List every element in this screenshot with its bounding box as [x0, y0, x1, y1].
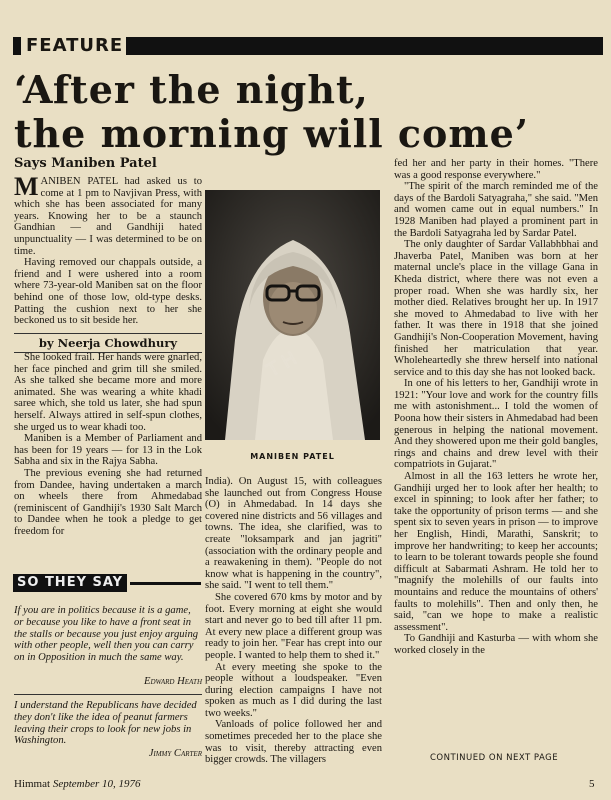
quote-1-text: If you are in politics because it is a game, or because you like to have a front seat in the stalls or because you just enjoy arguing with other people, well then you can carry on in Opposition in much the same way. [14, 605, 199, 664]
headline [14, 68, 604, 156]
quote-divider [14, 694, 202, 695]
so-they-say-label: SO THEY SAY [13, 574, 127, 592]
article-paragraph: MANIBEN PATEL had asked us to come at 1 pm to Navjivan Press, with which she has been associated for many years. Knowing her to be a staunch Gandhian — and Gandhiji hated unpunctuality — I was determined to be on time. [14, 172, 202, 257]
footer-publication [14, 778, 141, 790]
article-paragraph: She covered 670 kms by motor and by foot. Every morning at eight she would start and never go to bed till after 11 pm. At every new place a different group was ready to join her. "Fear has crept into our people. I wanted to help them to shed it." [205, 591, 382, 661]
headline-line-1: ‘After the night, [14, 67, 369, 112]
continued-note: CONTINUED ON NEXT PAGE [430, 753, 559, 763]
footer-pub-name: Himmat [14, 778, 51, 790]
portrait-photo [205, 190, 380, 440]
photo-caption: MANIBEN PATEL [250, 452, 335, 461]
section-label: FEATURE [26, 35, 124, 56]
article-paragraph: Almost in all the 163 letters he wrote her, Gandhiji urged her to look after her health; to excel in spinning; to look after her father; to take the opportunity of prison terms — and she spent six to seven years in prison — to improve her English, Hindi, Marathi, Sanskrit; to improve her handwriting; to keep her accounts; to learn to be tolerant towards people she found difficult at Sabarmati Ashram. He told her to "magnify the molehills of our faults into mountains and reduce the mountains of others' faults to molehills". Then and only then, he said, "can we hope to make a realistic assessment". [394, 471, 598, 633]
svg-text:T H: T H [263, 347, 301, 382]
quote-2-text: I understand the Republicans have decided they don't like the idea of peanut farmers leaving their crops to look for new jobs in Washington. [14, 700, 197, 747]
article-paragraph: Maniben is a Member of Parliament and has been for 19 years — for 13 in the Lok Sabha and six in the Rajya Sabha. [14, 433, 202, 468]
article-paragraph: "The spirit of the march reminded me of the days of the Bardoli Satyagraha," she said. "Men and women came out in equal numbers." In 1928 Maniben had played a prominent part in the Bardoli Satyagraha led by Sardar Patel. [394, 181, 598, 239]
article-column-3 [394, 158, 598, 657]
subhead: Says Maniben Patel [14, 156, 157, 171]
article-paragraph: India). On August 15, with colleagues she launched out from Congress House (O) in Ahmedabad. In 14 days she covered nine districts and 56 villages and towns. The idea, she clarified, was to create "loksampark and jan jagriti" (association with the ordinary people and a reawakening in them). "People do not know what is happening in the country", she said. "I went to tell them." [205, 476, 382, 592]
quote-1-attribution: Edward Heath [143, 676, 202, 687]
article-column-2 [205, 476, 382, 766]
quote-2-attribution-row [14, 748, 202, 762]
article-paragraph: The only daughter of Sardar Vallabhbhai and Jhaverba Patel, Maniben was born at her maternal uncle's place in the village Gana in Kheda district, where there was not even a proper road. When she was hardly six, her mother died. Relatives brought her up. In 1917 she moved to Ahmedabad to live with her father. It was there in 1918 that she joined Gandhiji's Non-Cooperation Movement, having finished her matriculation that year. Wholeheartedly she threw herself into national service and to this day she has not looked back. [394, 239, 598, 378]
article-paragraph: The previous evening she had returned from Dandee, having undertaken a march on wheels there from Ahmedabad (reminiscent of Gandhiji's 1930 Salt March to Dandee when he took a pledge to get freedom for [14, 467, 202, 537]
article-paragraph: Vanloads of police followed her and sometimes preceded her to the place she was to visit, thereby attracting even bigger crowds. The villagers [205, 719, 382, 766]
section-rule [126, 37, 603, 55]
drop-cap: M [14, 172, 39, 201]
article-paragraph: She looked frail. Her hands were gnarled, her face pinched and grim till she smiled. As she talked she became more and more animated. She was wearing a white khadi saree which, she told us later, she had spun herself. Always attired in self-spun clothes, she urged us to wear khadi too. [14, 352, 202, 433]
article-paragraph: Having removed our chappals outside, a friend and I were ushered into a room where 73-year-old Maniben sat on the floor behind one of those low, old-type desks. Patting the cushion next to her she beckoned us to sit beside her. [14, 257, 202, 327]
quote-1 [14, 605, 202, 664]
so-they-say-rule [130, 582, 201, 585]
feature-section-bar [13, 36, 603, 56]
section-marker-block [13, 37, 21, 55]
quote-1-attribution-row [14, 676, 202, 690]
footer-date: September 10, 1976 [52, 778, 141, 790]
byline: by Neerja Chowdhury [14, 333, 202, 353]
article-paragraph: fed her and her party in their homes. "There was a good response everywhere." [394, 158, 598, 181]
watermark-stamp [258, 330, 328, 390]
article-column-1-bottom [14, 352, 202, 538]
article-column-1-top [14, 172, 202, 327]
page-number: 5 [589, 778, 595, 790]
quote-2-attribution: Jimmy Carter [148, 748, 202, 759]
article-paragraph: In one of his letters to her, Gandhiji wrote in 1921: "Your love and work for the country fills me with astonishment... I told the women of Poona how their sisters in Ahmedabad had been generous in helping the national movement. And they showered upon me their gold bangles, rings and chains and drew level with their compatriots in Gujarat." [394, 378, 598, 471]
quote-2 [14, 700, 202, 747]
portrait-illustration [205, 190, 380, 440]
headline-line-2: the morning will come’ [14, 111, 529, 156]
article-paragraph: To Gandhiji and Kasturba — with whom she worked closely in the [394, 633, 598, 656]
article-paragraph: At every meeting she spoke to the people without a loudspeaker. "Even during election campaigns I have not spoken as much as I did during the last two weeks." [205, 661, 382, 719]
so-they-say-bar [13, 574, 201, 592]
